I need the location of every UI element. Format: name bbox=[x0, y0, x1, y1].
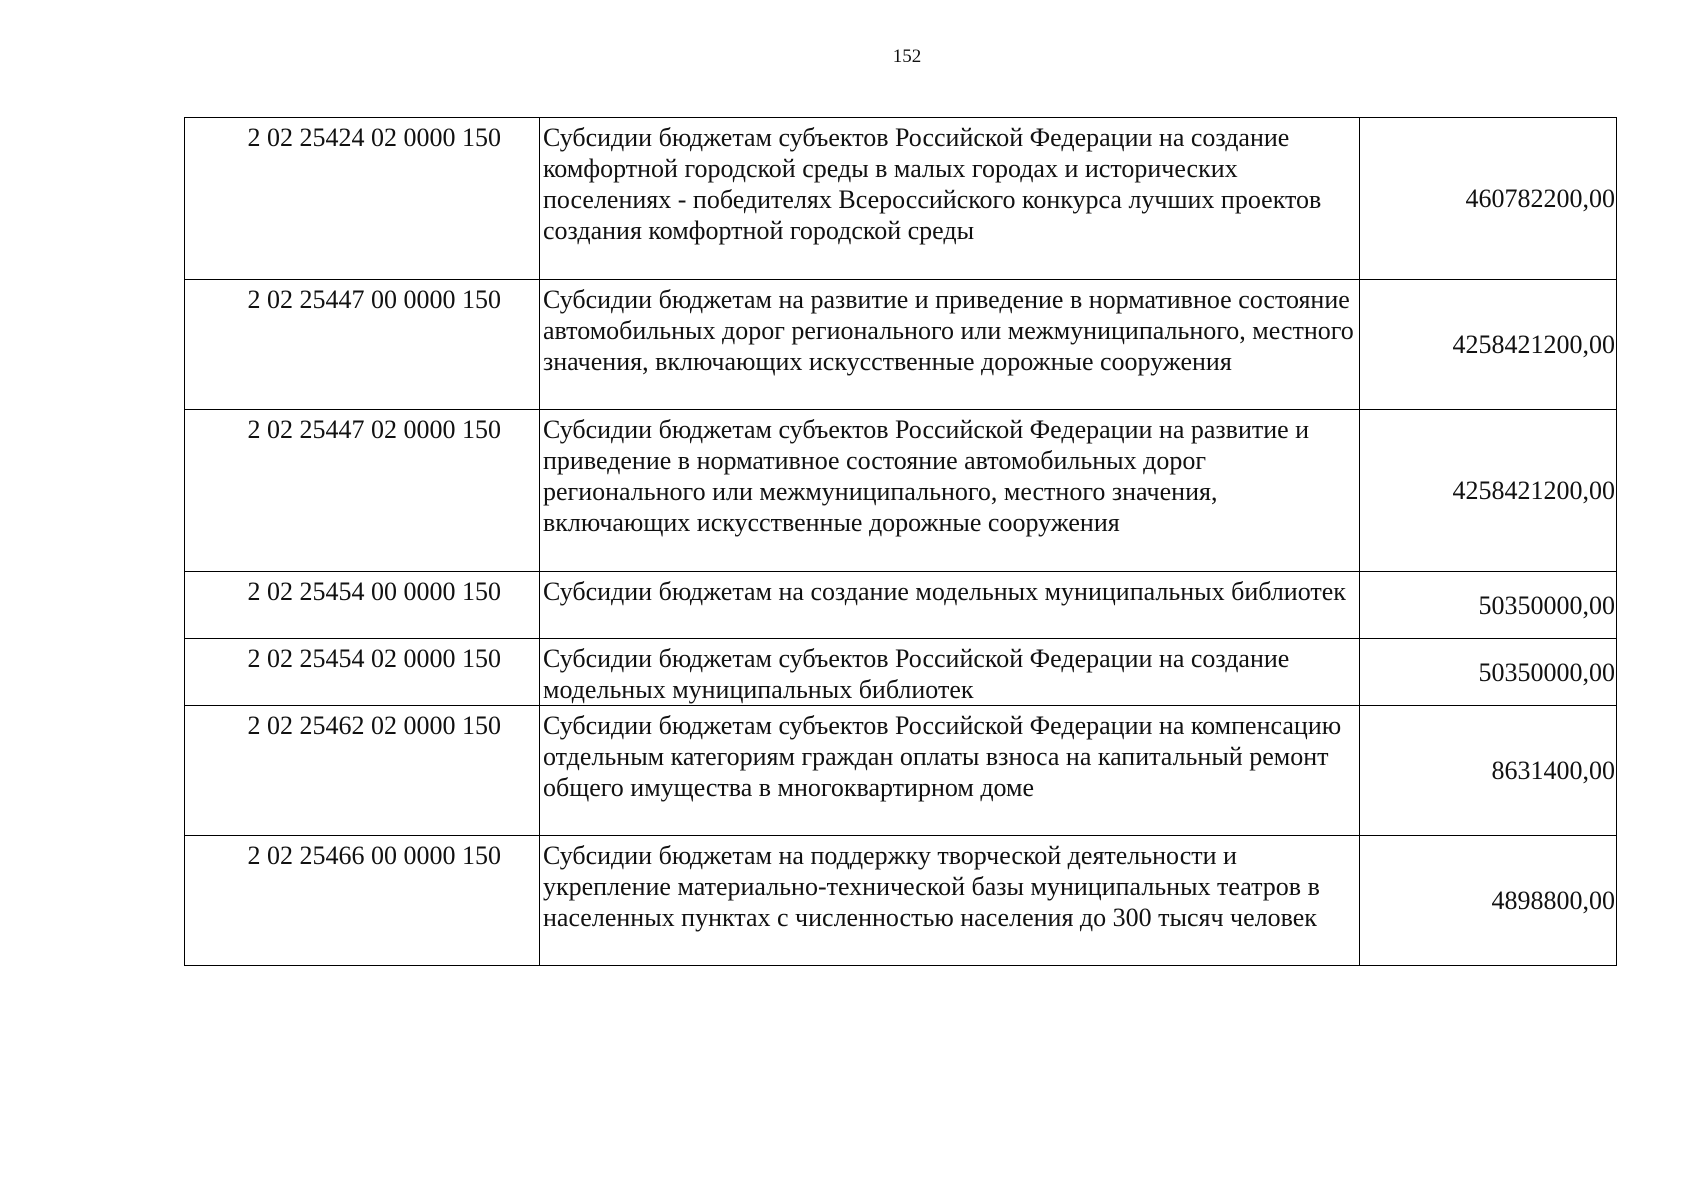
budget-code-cell: 2 02 25462 02 0000 150 bbox=[185, 706, 540, 836]
table-row bbox=[185, 572, 1617, 639]
amount-cell: 50350000,00 bbox=[1360, 572, 1617, 639]
description-cell: Субсидии бюджетам на создание модельных муниципальных библиотек bbox=[540, 572, 1360, 639]
amount-cell: 4258421200,00 bbox=[1360, 410, 1617, 572]
description-cell: Субсидии бюджетам субъектов Российской Федерации на создание модельных муниципальных библиотек bbox=[540, 639, 1360, 706]
amount-cell: 50350000,00 bbox=[1360, 639, 1617, 706]
budget-code-cell: 2 02 25447 00 0000 150 bbox=[185, 280, 540, 410]
budget-revenue-table bbox=[184, 117, 1617, 966]
description-cell: Субсидии бюджетам на поддержку творческой деятельности и укрепление материально-технической базы муниципальных театров в населенных пунктах с численностью населения до 300 тысяч человек bbox=[540, 836, 1360, 966]
description-cell: Субсидии бюджетам на развитие и приведение в нормативное состояние автомобильных дорог регионального или межмуниципального, местного значения, включающих искусственные дорожные сооружения bbox=[540, 280, 1360, 410]
description-cell: Субсидии бюджетам субъектов Российской Федерации на развитие и приведение в нормативное состояние автомобильных дорог регионального или межмуниципального, местного значения, включающих искусственные дорожные сооружения bbox=[540, 410, 1360, 572]
description-cell: Субсидии бюджетам субъектов Российской Федерации на компенсацию отдельным категориям граждан оплаты взноса на капитальный ремонт общего имущества в многоквартирном доме bbox=[540, 706, 1360, 836]
page-number: 152 bbox=[892, 46, 922, 67]
table-row bbox=[185, 706, 1617, 836]
table-row bbox=[185, 639, 1617, 706]
amount-cell: 4258421200,00 bbox=[1360, 280, 1617, 410]
budget-code-cell: 2 02 25454 00 0000 150 bbox=[185, 572, 540, 639]
table-row bbox=[185, 410, 1617, 572]
amount-cell: 8631400,00 bbox=[1360, 706, 1617, 836]
budget-code-cell: 2 02 25466 00 0000 150 bbox=[185, 836, 540, 966]
budget-code-cell: 2 02 25424 02 0000 150 bbox=[185, 118, 540, 280]
table-row bbox=[185, 836, 1617, 966]
budget-code-cell: 2 02 25447 02 0000 150 bbox=[185, 410, 540, 572]
table-row bbox=[185, 118, 1617, 280]
table-row bbox=[185, 280, 1617, 410]
amount-cell: 4898800,00 bbox=[1360, 836, 1617, 966]
budget-code-cell: 2 02 25454 02 0000 150 bbox=[185, 639, 540, 706]
amount-cell: 460782200,00 bbox=[1360, 118, 1617, 280]
description-cell: Субсидии бюджетам субъектов Российской Федерации на создание комфортной городской среды в малых городах и исторических поселениях - победителях Всероссийского конкурса лучших проектов создания комфортной городской среды bbox=[540, 118, 1360, 280]
